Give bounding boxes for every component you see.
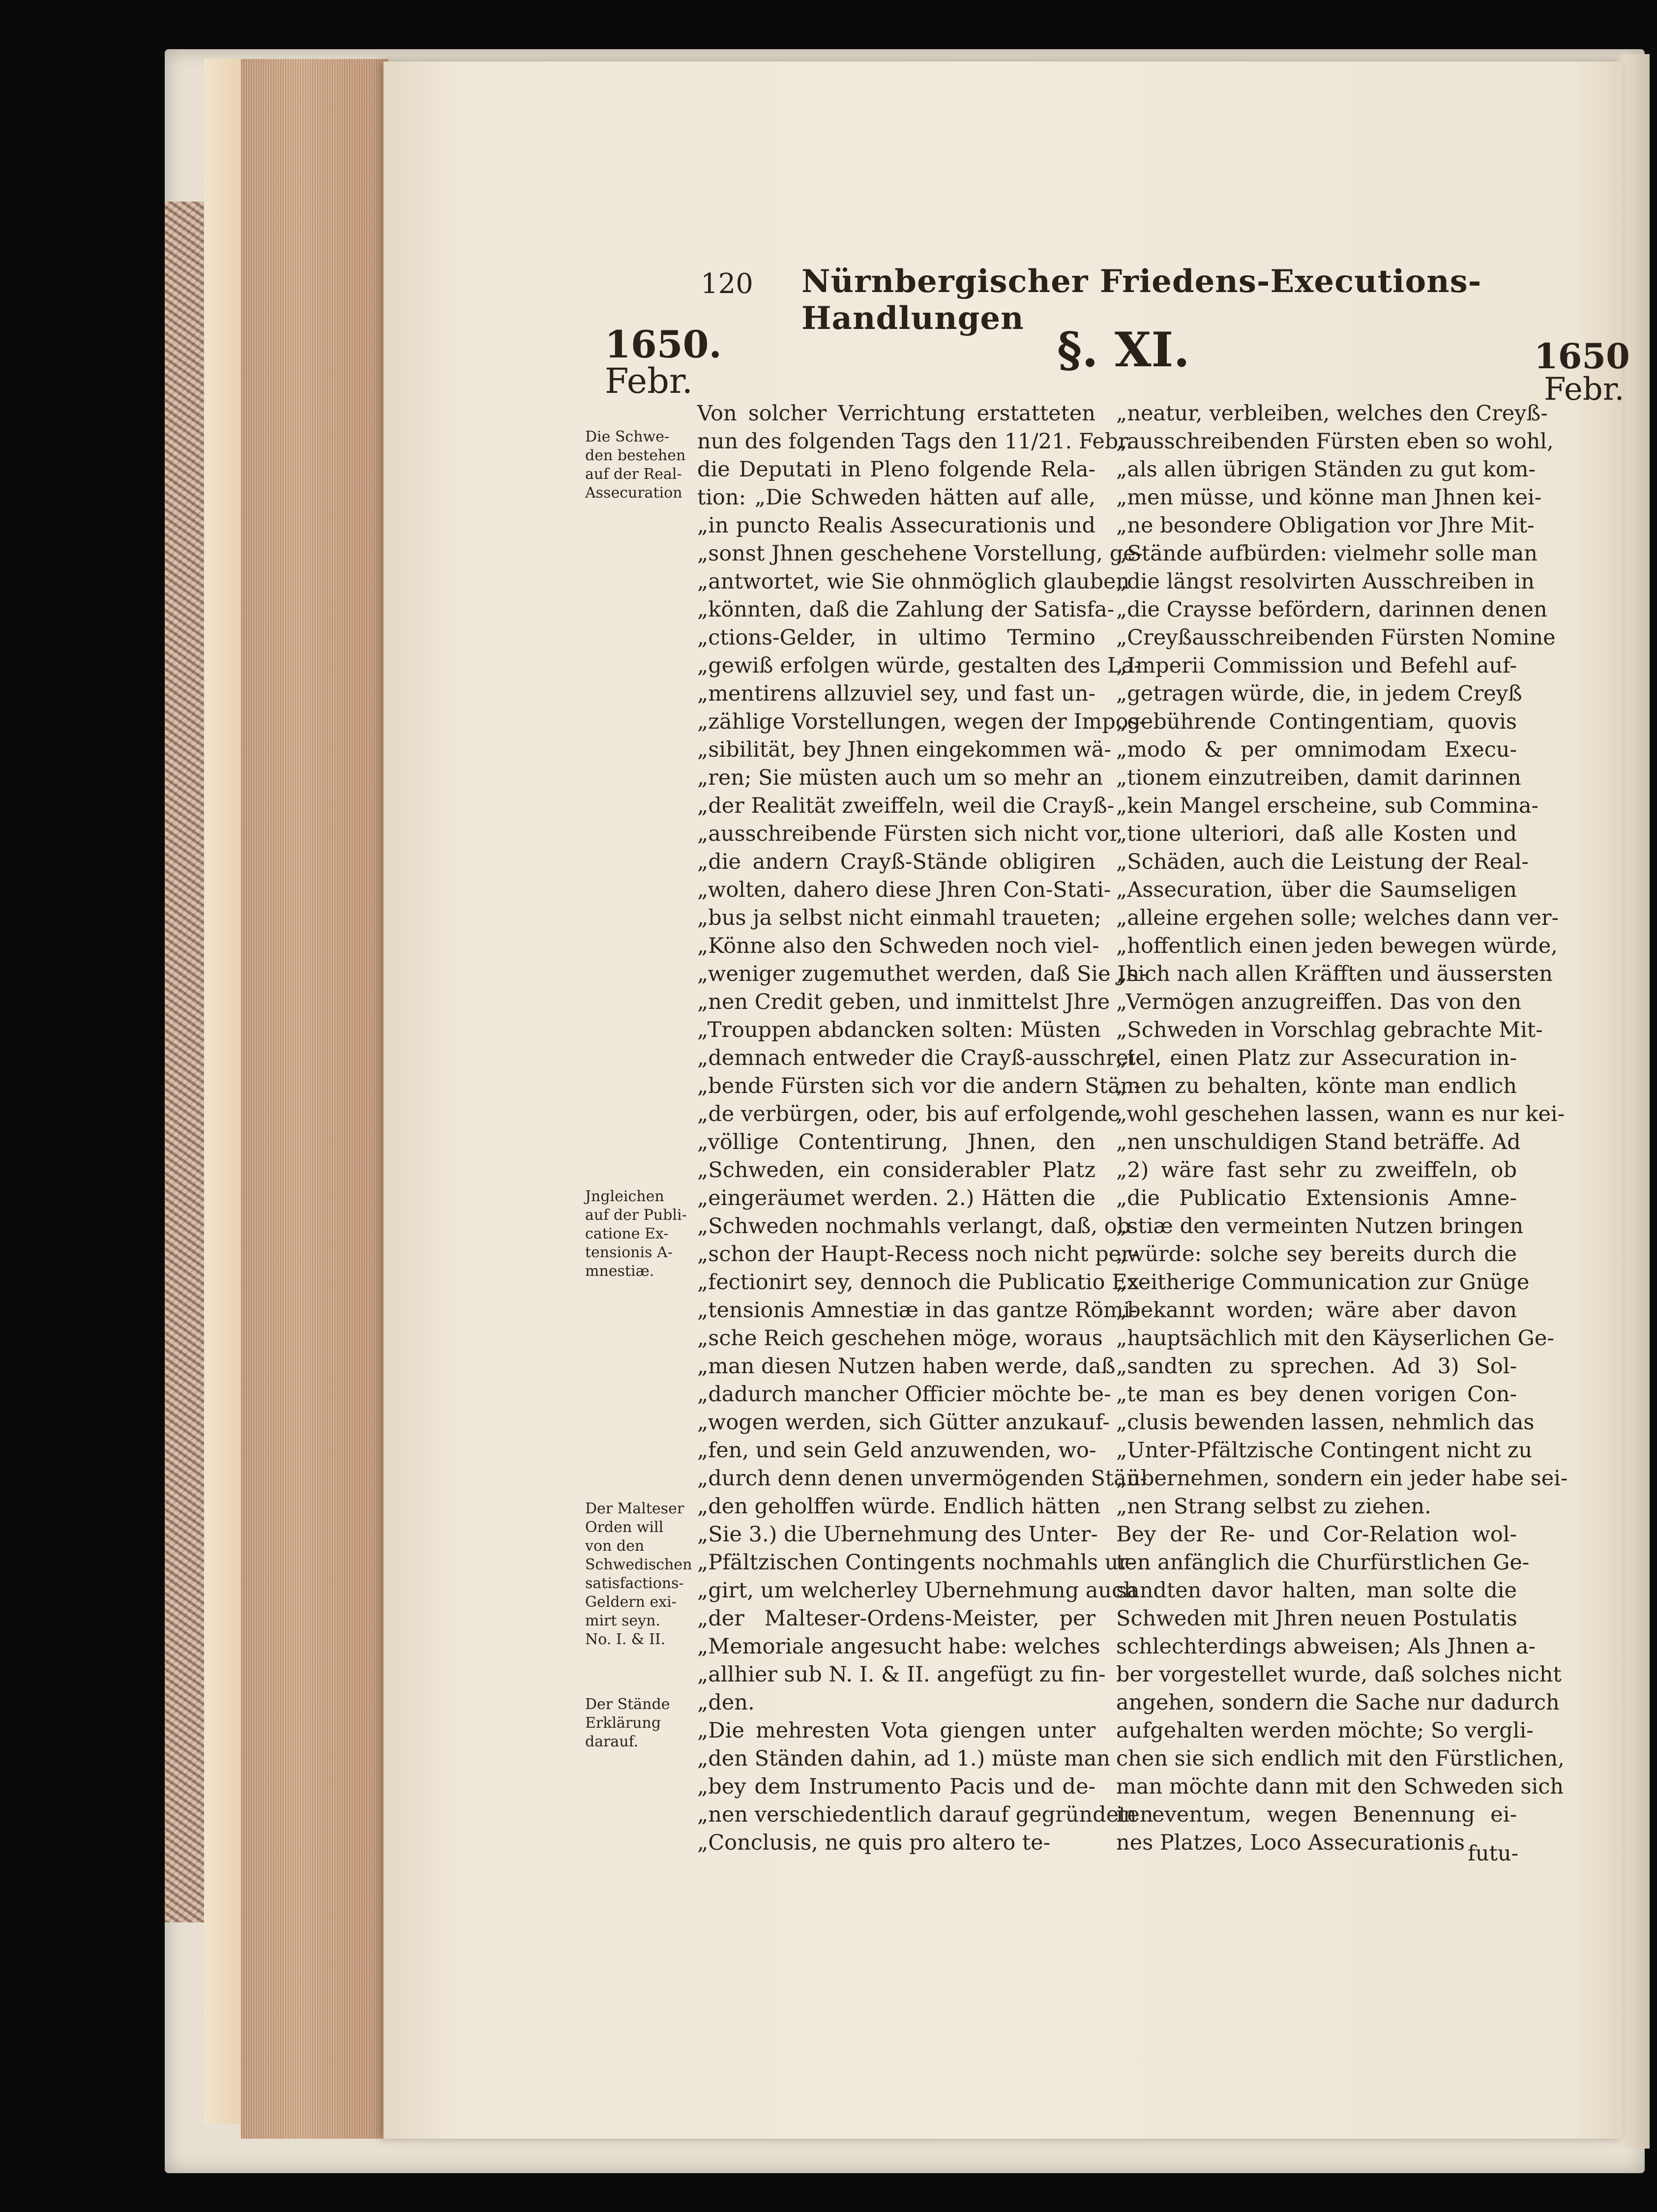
text-line: „weniger zugemuthet werden, daß Sie Jh- (697, 962, 1147, 986)
text-line: „Unter-Pfältzische Contingent nicht zu (1116, 1438, 1533, 1463)
text-line: „2) wäre fast sehr zu zweiffeln, ob (1116, 1158, 1517, 1182)
text-line: „Schäden, auch die Leistung der Real- (1116, 850, 1529, 874)
text-line: sandten davor halten, man solte die (1116, 1578, 1517, 1603)
text-line: chen sie sich endlich mit den Fürstlichen, (1116, 1746, 1565, 1771)
text-line: ber vorgestellet wurde, daß solches nicht (1116, 1662, 1562, 1687)
text-line: „schon der Haupt-Recess noch nicht per- (697, 1242, 1139, 1267)
text-line: Die Schwe- (585, 428, 670, 445)
text-line: „neatur, verbleiben, welches den Creyß- (1116, 401, 1548, 426)
text-line: „Creyßausschreibenden Fürsten Nomine (1116, 625, 1556, 650)
running-title: Nürnbergischer Friedens-Executions- Handlungen (801, 263, 1482, 337)
text-line: die Deputati in Pleno folgende Rela- (697, 457, 1095, 482)
text-line: ten anfänglich die Churfürstlichen Ge- (1116, 1550, 1530, 1575)
text-line: „Conclusis, ne quis pro altero te- (697, 1830, 1051, 1855)
text-line: „Trouppen abdancken solten: Müsten (697, 1018, 1101, 1042)
text-line: in eventum, wegen Benennung ei- (1116, 1802, 1517, 1827)
text-line: „den. (697, 1690, 755, 1715)
text-line: „die längst resolvirten Ausschreiben in (1116, 569, 1535, 594)
text-line: „Könne also den Schweden noch viel- (697, 934, 1099, 958)
year-left: 1650. (605, 323, 722, 366)
text-line: „allhier sub N. I. & II. angefügt zu fin- (697, 1662, 1106, 1687)
text-line: „getragen würde, die, in jedem Creyß (1116, 681, 1522, 706)
text-line: „Sie 3.) die Ubernehmung des Unter- (697, 1522, 1098, 1547)
text-line: „stiæ den vermeinten Nutzen bringen (1116, 1214, 1524, 1239)
text-line: Bey der Re- und Cor-Relation wol- (1116, 1522, 1517, 1547)
text-line: den bestehen (585, 447, 686, 464)
text-line: „Imperii Commission und Befehl auf- (1116, 653, 1517, 678)
text-line: „Schweden nochmahls verlangt, daß, ob (697, 1214, 1131, 1239)
text-line: „nen zu behalten, könte man endlich (1116, 1074, 1517, 1098)
text-line: „würde: solche sey bereits durch die (1116, 1242, 1517, 1267)
catchword: futu- (1468, 1841, 1519, 1866)
text-line: „Die mehresten Vota giengen unter (697, 1718, 1095, 1743)
section-heading: §. XI. (1057, 322, 1190, 378)
text-line: „nen unschuldigen Stand beträffe. Ad (1116, 1130, 1521, 1154)
text-column-right (1116, 400, 1568, 1857)
text-line: „tel, einen Platz zur Assecuration in- (1116, 1046, 1517, 1070)
text-line: Assecuration (585, 484, 682, 501)
text-line: auf der Real- (585, 466, 682, 483)
text-line: „der Malteser-Ordens-Meister, per (697, 1606, 1095, 1631)
text-line: aufgehalten werden möchte; So vergli- (1116, 1718, 1534, 1743)
text-line: tion: „Die Schweden hätten auf alle, (697, 485, 1095, 510)
text-line: „nen verschiedentlich darauf gegründeten (697, 1802, 1154, 1827)
text-line: „modo & per omnimodam Execu- (1116, 737, 1517, 762)
text-line: „wogen werden, sich Gütter anzukauf- (697, 1410, 1110, 1435)
text-line: Der Malteser (585, 1500, 684, 1517)
text-line: „fectionirt sey, dennoch die Publicatio Ex- (697, 1270, 1146, 1295)
text-line: „sche Reich geschehen möge, woraus (697, 1326, 1103, 1351)
text-line: „in puncto Realis Assecurationis und (697, 513, 1095, 538)
text-line: man möchte dann mit den Schweden sich (1116, 1774, 1564, 1799)
text-line: „bey dem Instrumento Pacis und de- (697, 1774, 1095, 1799)
margin-note (585, 1500, 691, 1649)
text-line: Erklärung (585, 1714, 661, 1732)
text-line: tensionis A- (585, 1244, 673, 1261)
text-line: „der Realität zweiffeln, weil die Crayß- (697, 794, 1115, 818)
margin-note (585, 1695, 691, 1751)
text-line: „wohl geschehen lassen, wann es nur kei- (1116, 1102, 1565, 1126)
text-line: schlechterdings abweisen; Als Jhnen a- (1116, 1634, 1536, 1659)
text-line: „dadurch mancher Officier möchte be- (697, 1382, 1111, 1407)
text-line: „girt, um welcherley Ubernehmung auch (697, 1578, 1137, 1603)
text-line: Orden will (585, 1519, 664, 1536)
text-line: mirt seyn. (585, 1612, 660, 1629)
text-line: „Memoriale angesucht habe: welches (697, 1634, 1100, 1659)
text-line: „sich nach allen Kräfften und äussersten (1116, 962, 1553, 986)
text-line: „durch denn denen unvermögenden Stän- (697, 1466, 1147, 1491)
text-line: „bende Fürsten sich vor die andern Stän- (697, 1074, 1141, 1098)
text-line: „tensionis Amnestiæ in das gantze Römi- (697, 1298, 1137, 1323)
text-line: „demnach entweder die Crayß-ausschrei- (697, 1046, 1143, 1070)
text-line: „den geholffen würde. Endlich hätten (697, 1494, 1101, 1519)
text-line: nes Platzes, Loco Assecurationis (1116, 1830, 1465, 1855)
text-line: „ren; Sie müsten auch um so mehr an (697, 766, 1103, 790)
text-line: „mentirens allzuviel sey, und fast un- (697, 681, 1095, 706)
text-line: „de verbürgen, oder, bis auf erfolgende (697, 1102, 1121, 1126)
text-line: „den Ständen dahin, ad 1.) müste man (697, 1746, 1110, 1771)
page-block-edges (241, 59, 388, 2139)
text-line: „antwortet, wie Sie ohnmöglich glauben (697, 569, 1130, 594)
text-line: „die andern Crayß-Stände obligiren (697, 850, 1095, 874)
text-line: Jngleichen (585, 1188, 664, 1205)
text-line: „sibilität, bey Jhnen eingekommen wä- (697, 737, 1111, 762)
text-line: „die Craysse befördern, darinnen denen (1116, 597, 1547, 622)
text-line: angehen, sondern die Sache nur dadurch (1116, 1690, 1560, 1715)
text-line: catione Ex- (585, 1225, 669, 1242)
text-line: „zählige Vorstellungen, wegen der Impos- (697, 709, 1147, 734)
text-line: „sandten zu sprechen. Ad 3) Sol- (1116, 1354, 1517, 1379)
text-line: „völlige Contentirung, Jhnen, den (697, 1130, 1095, 1154)
text-line: „Schweden in Vorschlag gebrachte Mit- (1116, 1018, 1543, 1042)
text-line: „kein Mangel erscheine, sub Commina- (1116, 794, 1539, 818)
text-line: „alleine ergehen solle; welches dann ver- (1116, 906, 1559, 930)
text-line: „Stände aufbürden: vielmehr solle man (1116, 541, 1538, 566)
margin-note (585, 428, 691, 502)
text-line: satisfactions- (585, 1575, 684, 1592)
month-right: Febr. (1544, 371, 1625, 408)
text-line: „als allen übrigen Ständen zu gut kom- (1116, 457, 1536, 482)
text-line: „ctions-Gelder, in ultimo Termino (697, 625, 1095, 650)
text-line: „te man es bey denen vorigen Con- (1116, 1382, 1517, 1407)
text-line: „gebührende Contingentiam, quovis (1116, 709, 1517, 734)
text-line: „ausschreibenden Fürsten eben so wohl, (1116, 429, 1554, 454)
text-line: „eingeräumet werden. 2.) Hätten die (697, 1186, 1095, 1210)
text-line: „gewiß erfolgen würde, gestalten des La- (697, 653, 1141, 678)
text-line: „bekannt worden; wäre aber davon (1116, 1298, 1517, 1323)
text-column-left (697, 400, 1154, 1857)
text-line: „man diesen Nutzen haben werde, daß (697, 1354, 1116, 1379)
month-left: Febr. (605, 361, 693, 401)
text-line: No. I. & II. (585, 1631, 666, 1648)
text-line: „Vermögen anzugreiffen. Das von den (1116, 990, 1522, 1014)
text-line: „ne besondere Obligation vor Jhre Mit- (1116, 513, 1535, 538)
text-line: „bus ja selbst nicht einmahl traueten; (697, 906, 1101, 930)
text-line: „Assecuration, über die Saumseligen (1116, 878, 1517, 902)
text-line: darauf. (585, 1733, 639, 1750)
text-line: „hoffentlich einen jeden bewegen würde, (1116, 934, 1558, 958)
text-line: „fen, und sein Geld anzuwenden, wo- (697, 1438, 1096, 1463)
text-line: „übernehmen, sondern ein jeder habe sei- (1116, 1466, 1568, 1491)
text-line: „hauptsächlich mit den Käyserlichen Ge- (1116, 1326, 1554, 1351)
text-line: Der Stände (585, 1696, 670, 1713)
text-line: mnestiæ. (585, 1263, 654, 1280)
text-line: „zeitherige Communication zur Gnüge (1116, 1270, 1530, 1295)
text-line: „ausschreibende Fürsten sich nicht vor (697, 822, 1120, 846)
text-line: „Pfältzischen Contingents nochmahls ur- (697, 1550, 1136, 1575)
text-line: „die Publicatio Extensionis Amne- (1116, 1186, 1517, 1210)
text-line: auf der Publi- (585, 1207, 687, 1224)
text-line: „sonst Jhnen geschehene Vorstellung, ge- (697, 541, 1143, 566)
text-line: „clusis bewenden lassen, nehmlich das (1116, 1410, 1535, 1435)
text-line: nun des folgenden Tags den 11/21. Febr. (697, 429, 1133, 454)
page-number: 120 (701, 268, 753, 300)
text-line: Schwedischen (585, 1556, 692, 1573)
margin-note (585, 1187, 691, 1281)
text-line: „nen Strang selbst zu ziehen. (1116, 1494, 1431, 1519)
text-line: „wolten, dahero diese Jhren Con-Stati- (697, 878, 1111, 902)
year-right: 1650 (1534, 336, 1630, 377)
text-line: Von solcher Verrichtung erstatteten (697, 401, 1095, 426)
text-line: Geldern exi- (585, 1593, 677, 1611)
text-line: „nen Credit geben, und inmittelst Jhre (697, 990, 1110, 1014)
text-line: von den (585, 1537, 645, 1555)
text-line: „men müsse, und könne man Jhnen kei- (1116, 485, 1542, 510)
text-line: „Schweden, ein considerabler Platz (697, 1158, 1095, 1182)
text-line: „tione ulteriori, daß alle Kosten und (1116, 822, 1517, 846)
text-line: Schweden mit Jhren neuen Postulatis (1116, 1606, 1517, 1631)
text-line: „tionem einzutreiben, damit darinnen (1116, 766, 1521, 790)
text-line: „könnten, daß die Zahlung der Satisfa- (697, 597, 1115, 622)
